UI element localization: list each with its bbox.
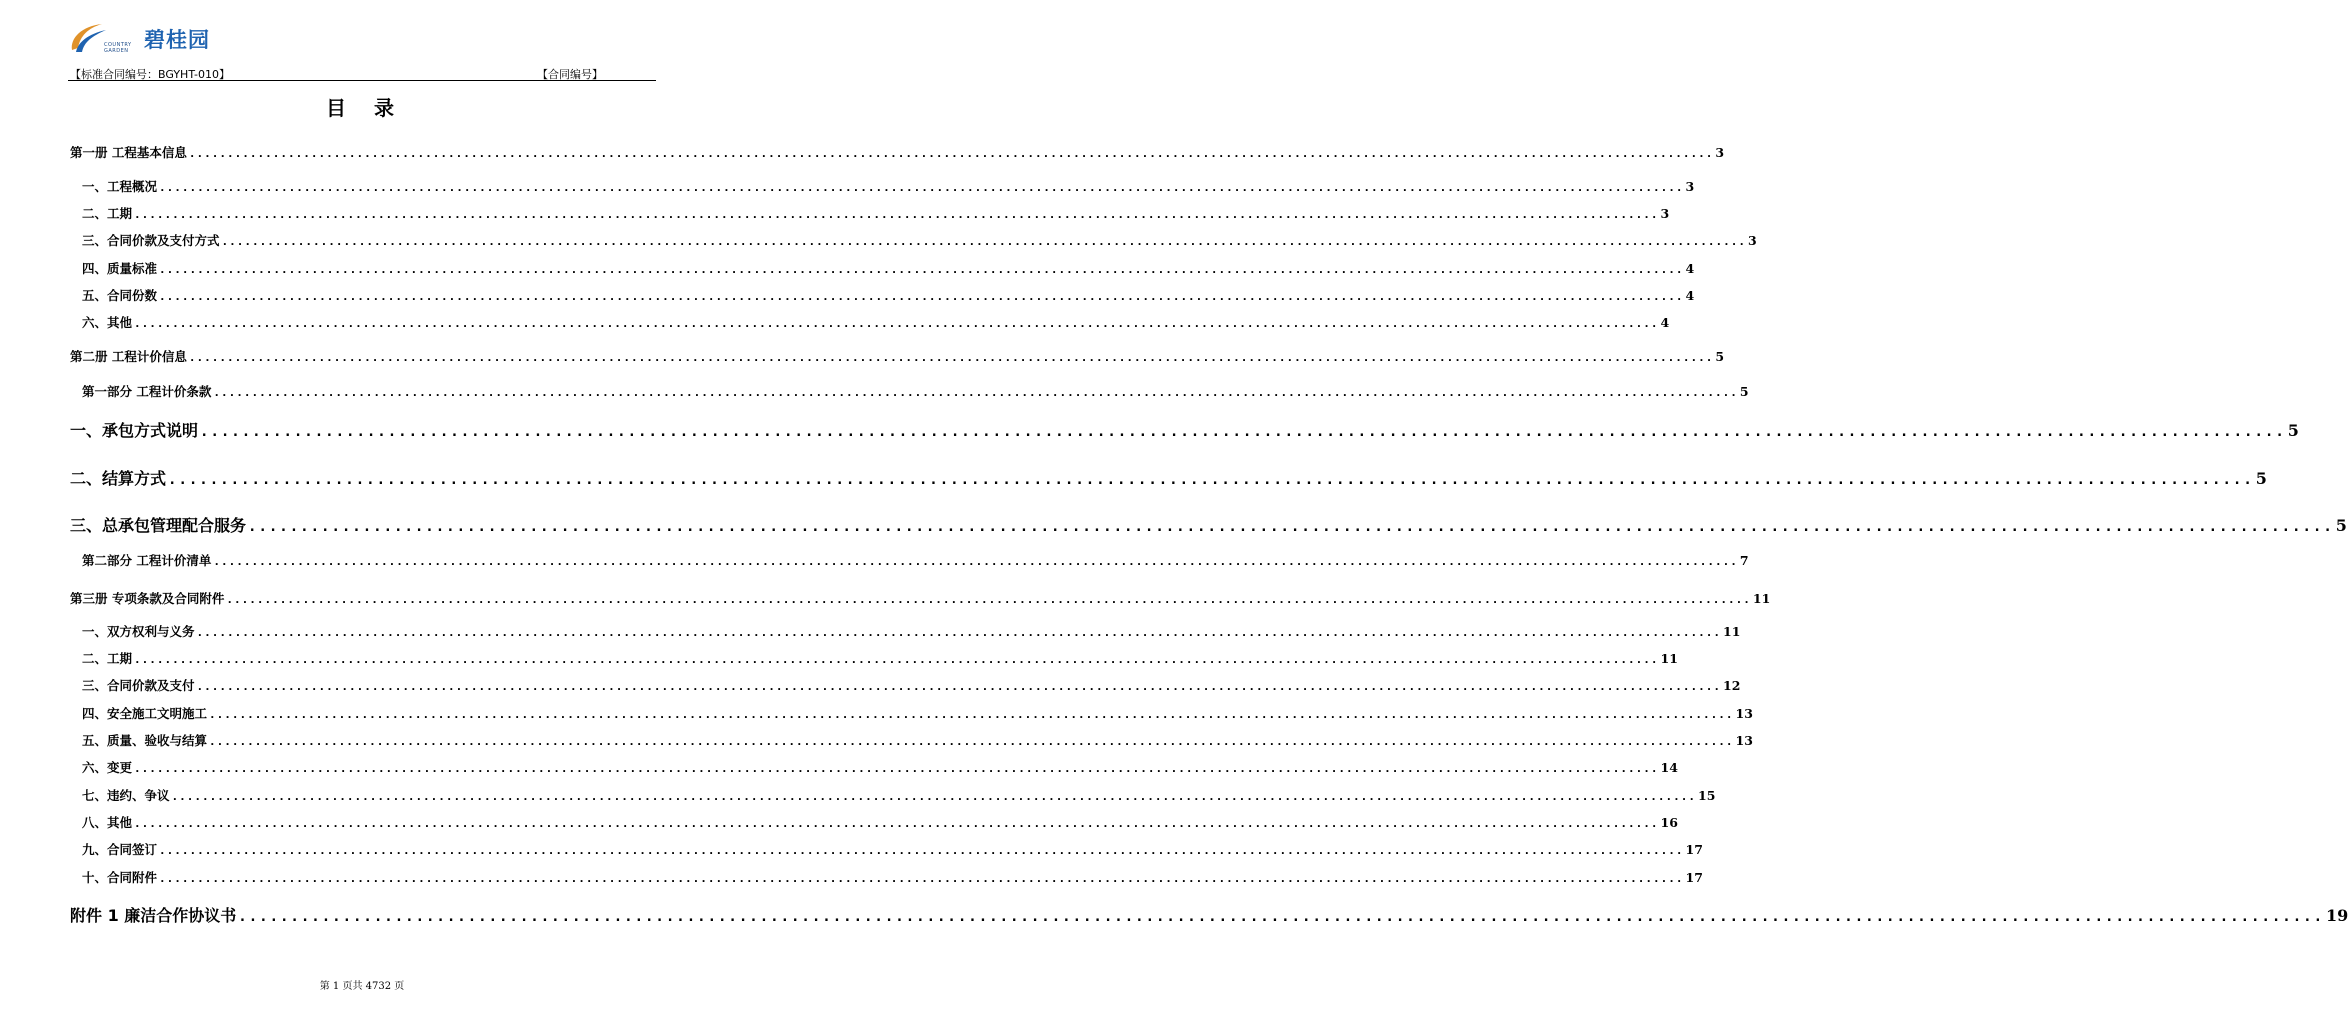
toc-leader-dots: ........................................................................................................................................................................................................ (159, 263, 1684, 276)
toc-entry-label: 十、合同附件 (82, 870, 158, 885)
toc-leader-dots: ........................................................................................................................................................................................................ (196, 626, 1722, 639)
toc-leader-dots: ........................................................................................................................................................................................................ (168, 472, 2254, 488)
toc-entry-label: 一、工程概况 (82, 179, 158, 194)
toc-leader-dots: ........................................................................................................................................................................................................ (209, 735, 1734, 748)
contract-number: 【合同编号】 (537, 68, 603, 81)
toc-leader-dots: ........................................................................................................................................................................................................ (159, 872, 1684, 885)
toc-entry[interactable] (82, 649, 1678, 667)
toc-leader-dots: ........................................................................................................................................................................................................ (159, 181, 1684, 194)
toc-entry-label: 二、工期 (82, 206, 133, 221)
toc-entry-label: 七、违约、争议 (82, 788, 170, 803)
toc-entry-label: 第二册 工程计价信息 (70, 349, 187, 364)
toc-entry-label: 第一部分 工程计价条款 (82, 384, 212, 399)
toc-entry[interactable] (82, 551, 1749, 569)
toc-entry[interactable] (70, 466, 2267, 489)
toc-leader-dots: ........................................................................................................................................................................................................ (159, 290, 1684, 303)
toc-leader-dots: ........................................................................................................................................................................................................ (200, 424, 2286, 440)
toc-leader-dots: ........................................................................................................................................................................................................ (134, 817, 1659, 830)
logo-swoosh-icon (68, 20, 108, 56)
toc-entry-label: 三、总承包管理配合服务 (70, 516, 247, 535)
toc-entry-label: 第一册 工程基本信息 (70, 145, 187, 160)
toc-leader-dots: ........................................................................................................................................................................................................ (134, 653, 1659, 666)
toc-entry[interactable] (82, 813, 1678, 831)
toc-entry-label: 八、其他 (82, 815, 133, 830)
toc-leader-dots: ........................................................................................................................................................................................................ (188, 147, 1714, 160)
toc-entry-page-number: 13 (1735, 733, 1753, 748)
toc-entry-page-number: 5 (1739, 384, 1749, 399)
toc-entry-label: 三、合同价款及支付方式 (82, 233, 220, 248)
toc-leader-dots: ........................................................................................................................................................................................................ (226, 593, 1751, 606)
toc-entry-page-number: 19 (2326, 906, 2348, 925)
company-logo (68, 20, 210, 60)
toc-leader-dots: ........................................................................................................................................................................................................ (188, 351, 1714, 364)
toc-leader-dots: ........................................................................................................................................................................................................ (196, 680, 1722, 693)
toc-entry-label: 六、其他 (82, 315, 133, 330)
toc-entry-label: 一、双方权利与义务 (82, 624, 195, 639)
toc-entry[interactable] (82, 259, 1695, 277)
toc-leader-dots: ........................................................................................................................................................................................................ (134, 208, 1659, 221)
toc-entry-label: 第二部分 工程计价清单 (82, 553, 212, 568)
toc-entry[interactable] (82, 231, 1757, 249)
toc-entry-label: 五、质量、验收与结算 (82, 733, 208, 748)
toc-entry-page-number: 14 (1660, 760, 1678, 775)
toc-entry[interactable] (82, 704, 1753, 722)
toc-leader-dots: ........................................................................................................................................................................................................ (213, 386, 1738, 399)
toc-leader-dots: ........................................................................................................................................................................................................ (221, 235, 1747, 248)
toc-entry-page-number: 4 (1685, 288, 1695, 303)
toc-leader-dots: ........................................................................................................................................................................................................ (134, 762, 1659, 775)
toc-entry-page-number: 5 (2255, 469, 2267, 488)
toc-entry-label: 九、合同签订 (82, 842, 158, 857)
toc-entry-page-number: 16 (1660, 815, 1678, 830)
toc-entry[interactable] (82, 286, 1695, 304)
toc-entry[interactable] (82, 382, 1749, 400)
toc-entry[interactable] (70, 347, 1725, 365)
toc-leader-dots: ........................................................................................................................................................................................................ (248, 519, 2334, 535)
toc-entry-page-number: 5 (1715, 349, 1725, 364)
toc-entry-page-number: 4 (1660, 315, 1670, 330)
toc-entry[interactable] (82, 868, 1703, 886)
toc-entry-label: 附件 1 廉洁合作协议书 (70, 906, 237, 925)
toc-entry[interactable] (70, 143, 1725, 161)
toc-entry-label: 第三册 专项条款及合同附件 (70, 591, 225, 606)
logo-chinese-text: 碧桂园 (144, 28, 210, 52)
toc-entry-page-number: 3 (1660, 206, 1670, 221)
toc-entry-page-number: 3 (1685, 179, 1695, 194)
toc-leader-dots: ........................................................................................................................................................................................................ (213, 555, 1738, 568)
standard-contract-number: 【标准合同编号：BGYHT-010】 (70, 68, 230, 81)
toc-entry-page-number: 17 (1685, 870, 1703, 885)
toc-entry-page-number: 11 (1660, 651, 1678, 666)
toc-entry-label: 三、合同价款及支付 (82, 678, 195, 693)
toc-entry-page-number: 7 (1739, 553, 1749, 568)
toc-entry-page-number: 17 (1685, 842, 1703, 857)
toc-leader-dots: ........................................................................................................................................................................................................ (159, 844, 1684, 857)
toc-entry[interactable] (82, 676, 1741, 694)
toc-entry[interactable] (82, 177, 1695, 195)
toc-entry-page-number: 12 (1723, 678, 1741, 693)
toc-entry[interactable] (82, 204, 1670, 222)
toc-entry-page-number: 13 (1735, 706, 1753, 721)
toc-entry-label: 二、结算方式 (70, 469, 167, 488)
toc-leader-dots: ........................................................................................................................................................................................................ (238, 909, 2325, 925)
toc-leader-dots: ........................................................................................................................................................................................................ (171, 790, 1697, 803)
toc-entry-label: 六、变更 (82, 760, 133, 775)
page-footer: 第 1 页共 4732 页 (319, 981, 405, 992)
toc-entry-label: 二、工期 (82, 651, 133, 666)
toc-entry-page-number: 15 (1698, 788, 1716, 803)
toc-entry-label: 四、安全施工文明施工 (82, 706, 208, 721)
toc-entry-label: 四、质量标准 (82, 261, 158, 276)
toc-entry[interactable] (70, 589, 1771, 607)
toc-entry-label: 一、承包方式说明 (70, 421, 199, 440)
toc-leader-dots: ........................................................................................................................................................................................................ (134, 317, 1659, 330)
toc-entry[interactable] (82, 313, 1670, 331)
header-divider (68, 80, 656, 81)
toc-entry-page-number: 5 (2287, 421, 2299, 440)
logo-english-text: COUNTRY GARDEN (104, 42, 132, 54)
toc-entry[interactable] (70, 418, 2299, 441)
toc-entry-page-number: 3 (1715, 145, 1725, 160)
toc-entry-page-number: 11 (1723, 624, 1741, 639)
toc-entry[interactable] (82, 758, 1678, 776)
toc-entry-page-number: 5 (2335, 516, 2347, 535)
toc-entry[interactable] (82, 786, 1716, 804)
toc-entry[interactable] (82, 840, 1703, 858)
toc-leader-dots: ........................................................................................................................................................................................................ (209, 708, 1734, 721)
toc-entry[interactable] (70, 513, 2347, 536)
toc-entry-page-number: 11 (1752, 591, 1771, 606)
toc-entry-label: 五、合同份数 (82, 288, 158, 303)
page-title: 目 录 (326, 96, 398, 120)
toc-entry[interactable] (70, 903, 2348, 926)
toc-entry-page-number: 3 (1748, 233, 1757, 248)
toc-entry[interactable] (82, 731, 1753, 749)
toc-entry[interactable] (82, 622, 1741, 640)
toc-entry-page-number: 4 (1685, 261, 1695, 276)
